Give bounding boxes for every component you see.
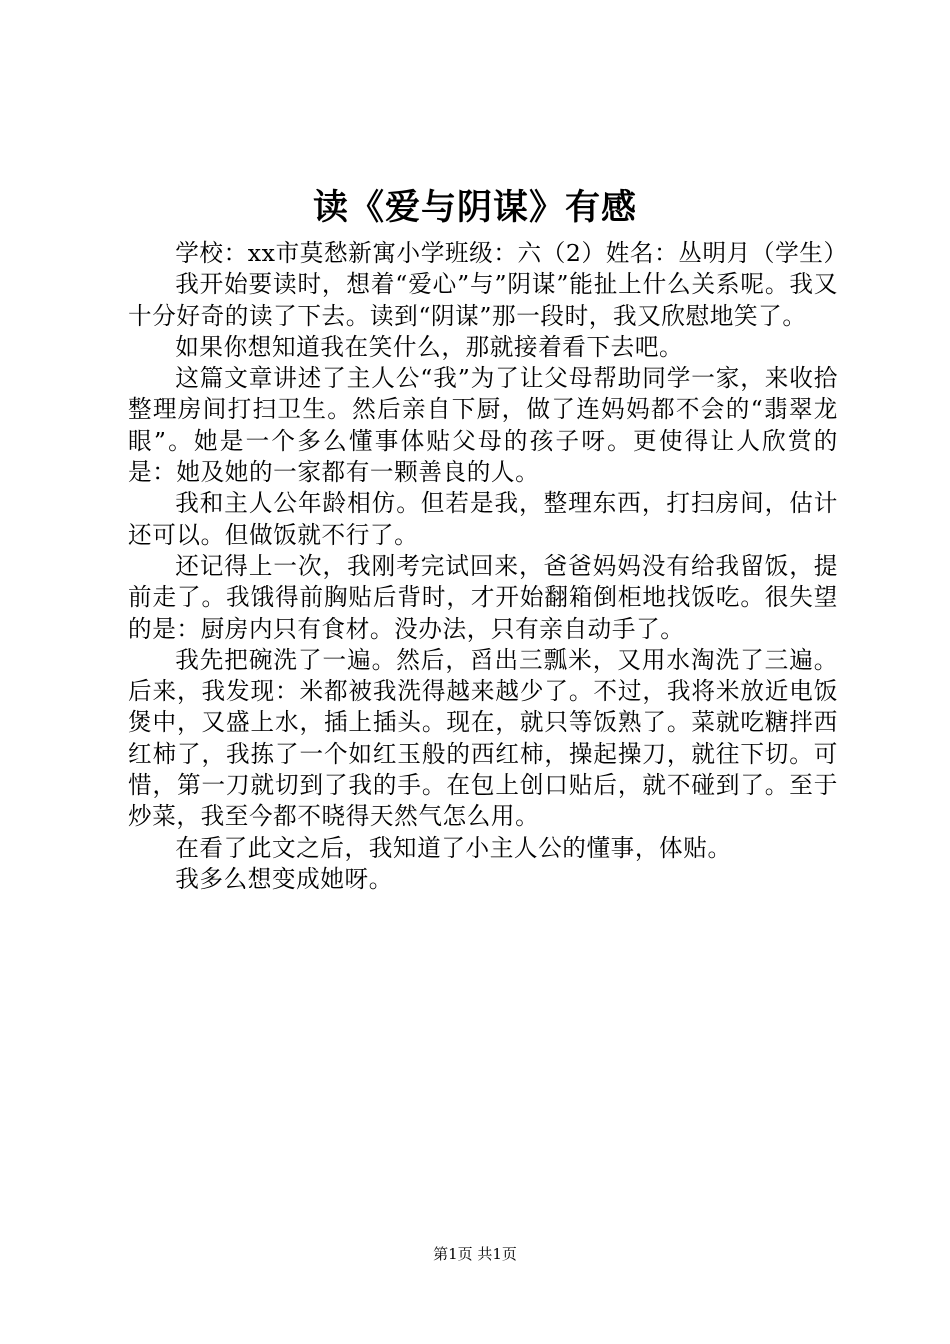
body-paragraph: 我多么想变成她呀。 xyxy=(175,864,393,893)
author-info-paragraph: 学校：xx市莫愁新寓小学班级：六（2）姓名：丛明月（学生） xyxy=(175,239,848,267)
body-paragraph: 我和主人公年龄相仿。但若是我，整理东西，打扫房间，估计还可以。但做饭就不行了。 xyxy=(128,489,838,549)
body-paragraph: 我开始要读时，想着“爱心”与”阴谋”能扯上什么关系呢。我又十分好奇的读了下去。读到“阴谋”那一段时，我又欣慰地笑了。 xyxy=(128,270,838,330)
body-paragraph: 还记得上一次，我刚考完试回来，爸爸妈妈没有给我留饭，提前走了。我饿得前胸贴后背时，才开始翻箱倒柜地找饭吃。很失望的是：厨房内只有食材。没办法，只有亲自动手了。 xyxy=(128,551,838,643)
body-paragraph: 我先把碗洗了一遍。然后，舀出三瓢米，又用水淘洗了三遍。后来，我发现：米都被我洗得越来越少了。不过，我将米放近电饭煲中，又盛上水，插上插头。现在，就只等饭熟了。菜就吃糖拌西红柿了，我拣了一个如红玉般的西红柿，操起操刀，就往下切。可惜，第一刀就切到了我的手。在包上创口贴后，就不碰到了。至于炒菜，我至今都不晓得天然气怎么用。 xyxy=(128,645,838,831)
page-footer: 第1页 共1页 xyxy=(433,1245,517,1263)
body-paragraph: 如果你想知道我在笑什么，那就接着看下去吧。 xyxy=(175,332,684,361)
document-title: 读《爱与阴谋》有感 xyxy=(312,187,637,228)
body-paragraph: 这篇文章讲述了主人公“我”为了让父母帮助同学一家，来收拾整理房间打扫卫生。然后亲自下厨，做了连妈妈都不会的“翡翠龙眼”。她是一个多么懂事体贴父母的孩子呀。更使得让人欣赏的是：她及她的一家都有一颗善良的人。 xyxy=(128,364,838,487)
document-body xyxy=(128,238,848,895)
body-paragraph: 在看了此文之后，我知道了小主人公的懂事，体贴。 xyxy=(175,833,732,862)
